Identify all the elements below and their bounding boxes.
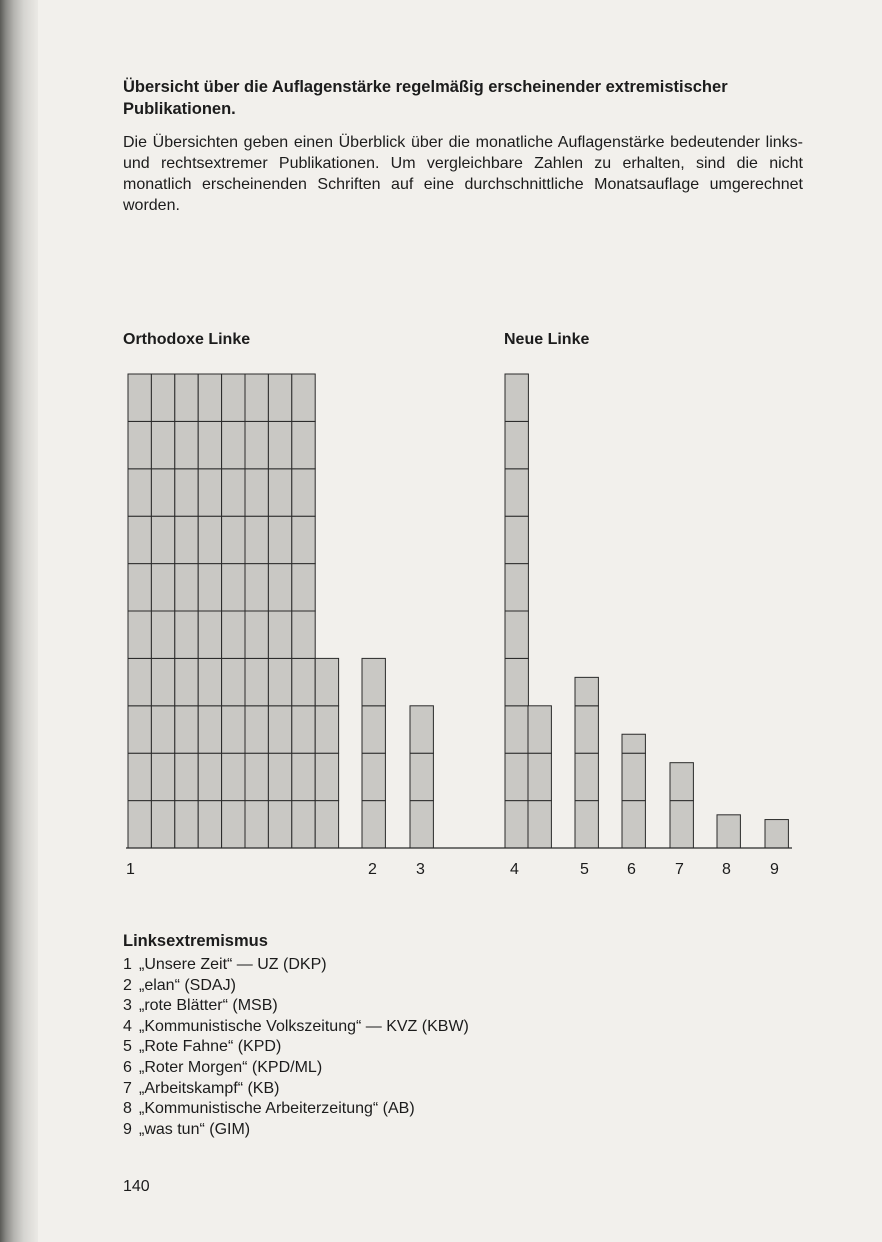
legend-item-number: 9 bbox=[123, 1120, 132, 1138]
category-label-2: 2 bbox=[368, 861, 377, 878]
legend-item-number: 5 bbox=[123, 1038, 132, 1056]
bar-1-square bbox=[268, 421, 291, 468]
category-label-5: 5 bbox=[580, 861, 589, 878]
category-label-1: 1 bbox=[126, 861, 135, 878]
bar-1-square bbox=[198, 611, 221, 658]
bar-1-square bbox=[128, 516, 151, 563]
bar-4-square bbox=[505, 801, 528, 848]
category-label-7: 7 bbox=[675, 861, 684, 878]
bar-1-square bbox=[245, 421, 268, 468]
bar-2-square bbox=[362, 658, 385, 705]
bar-1-square bbox=[292, 753, 315, 800]
bar-1-square bbox=[315, 753, 338, 800]
bar-1-square bbox=[175, 516, 198, 563]
bar-1-square bbox=[198, 516, 221, 563]
bar-3-square bbox=[410, 706, 433, 753]
category-label-8: 8 bbox=[722, 861, 731, 878]
bar-1-square bbox=[292, 706, 315, 753]
bar-3-square bbox=[410, 801, 433, 848]
bar-1-square bbox=[292, 421, 315, 468]
bar-1-square bbox=[175, 611, 198, 658]
bar-1-square bbox=[175, 801, 198, 848]
bar-1-square bbox=[245, 374, 268, 421]
bar-9-square-partial bbox=[765, 820, 788, 848]
page-number: 140 bbox=[123, 1178, 150, 1195]
legend-item-number: 4 bbox=[123, 1017, 132, 1035]
page-heading: Übersicht über die Auflagenstärke regelmäßig erscheinender extremistischer Publikationen. bbox=[123, 78, 728, 118]
bar-6-square-partial bbox=[622, 734, 645, 753]
bar-1-square bbox=[198, 374, 221, 421]
bar-6-square bbox=[622, 753, 645, 800]
bar-1-square bbox=[151, 753, 174, 800]
bar-4-square bbox=[505, 516, 528, 563]
bar-1-square bbox=[128, 611, 151, 658]
bar-4-square bbox=[505, 753, 528, 800]
legend-item-text: „Rote Fahne“ (KPD) bbox=[139, 1038, 282, 1056]
bar-1-square bbox=[198, 706, 221, 753]
bar-1-square bbox=[292, 801, 315, 848]
legend-item-7 bbox=[123, 1079, 469, 1100]
bar-1-square bbox=[292, 611, 315, 658]
legend-item-9 bbox=[123, 1120, 469, 1141]
legend-item-1 bbox=[123, 955, 469, 976]
bar-1-square bbox=[292, 374, 315, 421]
bar-1-square bbox=[245, 469, 268, 516]
bar-1-square bbox=[222, 564, 245, 611]
bar-5-square bbox=[575, 801, 598, 848]
bar-1-square bbox=[268, 564, 291, 611]
bar-1-square bbox=[128, 469, 151, 516]
bar-1-square bbox=[198, 801, 221, 848]
bar-2-square bbox=[362, 801, 385, 848]
intro-paragraph: Die Übersichten geben einen Überblick über die monatliche Auflagenstärke bedeutender links- und rechtsextremer Publikationen. Um vergleichbare Zahlen zu erhalten, sind die nicht monatlich erscheinenden Schriften auf eine durchschnittliche Monatsauflage umgerechnet worden. bbox=[123, 134, 803, 214]
bar-1-square bbox=[128, 374, 151, 421]
bar-1-square bbox=[128, 801, 151, 848]
bar-1-square bbox=[222, 706, 245, 753]
bar-1-square bbox=[245, 801, 268, 848]
category-label-3: 3 bbox=[416, 861, 425, 878]
legend-item-8 bbox=[123, 1099, 469, 1120]
bar-1-square bbox=[128, 421, 151, 468]
bar-2-square bbox=[362, 753, 385, 800]
legend-item-text: „elan“ (SDAJ) bbox=[139, 976, 236, 994]
bar-1-square bbox=[128, 706, 151, 753]
bar-1-square bbox=[222, 469, 245, 516]
bar-4-square bbox=[505, 564, 528, 611]
bar-1-square bbox=[292, 469, 315, 516]
bar-1-square bbox=[222, 611, 245, 658]
legend-item-text: „Arbeitskampf“ (KB) bbox=[139, 1079, 280, 1097]
legend-item-4 bbox=[123, 1017, 469, 1038]
bar-1-square bbox=[245, 516, 268, 563]
bar-6-square bbox=[622, 801, 645, 848]
bar-1-square bbox=[268, 658, 291, 705]
bar-1-square bbox=[245, 753, 268, 800]
bar-8-square-partial bbox=[717, 815, 740, 848]
bar-5-square bbox=[575, 706, 598, 753]
bar-1-square bbox=[268, 516, 291, 563]
bar-4-square bbox=[505, 611, 528, 658]
bar-1-square bbox=[175, 469, 198, 516]
bar-1-square bbox=[175, 706, 198, 753]
bar-1-square bbox=[245, 564, 268, 611]
bar-1-square bbox=[151, 611, 174, 658]
bar-7-square-partial bbox=[670, 763, 693, 801]
bar-1-square bbox=[222, 801, 245, 848]
bar-1-square bbox=[151, 706, 174, 753]
bar-4-square bbox=[528, 801, 551, 848]
bar-5-square-partial bbox=[575, 677, 598, 705]
legend-item-2 bbox=[123, 976, 469, 997]
bar-2-square bbox=[362, 706, 385, 753]
legend-item-number: 1 bbox=[123, 956, 132, 973]
legend-item-text: „Kommunistische Arbeiterzeitung“ (AB) bbox=[139, 1100, 415, 1118]
legend-item-text: „Roter Morgen“ (KPD/ML) bbox=[139, 1058, 323, 1076]
bar-1-square bbox=[128, 564, 151, 611]
bar-1-square bbox=[198, 421, 221, 468]
bar-1-square bbox=[268, 611, 291, 658]
legend-item-text: „Unsere Zeit“ — UZ (DKP) bbox=[139, 956, 327, 973]
bar-1-square bbox=[292, 564, 315, 611]
bar-1-square bbox=[128, 753, 151, 800]
legend-item-number: 8 bbox=[123, 1100, 132, 1118]
bar-4-square bbox=[528, 753, 551, 800]
legend-item-text: „rote Blätter“ (MSB) bbox=[139, 997, 278, 1015]
bar-4-square bbox=[505, 469, 528, 516]
bar-1-square bbox=[175, 753, 198, 800]
bar-4-square bbox=[528, 706, 551, 753]
bar-1-square bbox=[175, 421, 198, 468]
bar-5-square bbox=[575, 753, 598, 800]
bar-1-square bbox=[198, 753, 221, 800]
bar-1-square bbox=[222, 374, 245, 421]
category-label-6: 6 bbox=[627, 861, 636, 878]
legend-item-number: 6 bbox=[123, 1058, 132, 1076]
bar-1-square bbox=[268, 753, 291, 800]
bar-1-square bbox=[292, 516, 315, 563]
bar-3-square bbox=[410, 753, 433, 800]
bar-4-square bbox=[505, 706, 528, 753]
bar-1-square bbox=[198, 469, 221, 516]
legend-item-number: 2 bbox=[123, 976, 132, 994]
legend-title: Linksextremismus bbox=[123, 932, 268, 950]
bar-1-square bbox=[222, 753, 245, 800]
bar-1-square bbox=[245, 611, 268, 658]
bar-4-square bbox=[505, 658, 528, 705]
bar-1-square bbox=[128, 658, 151, 705]
legend-item-text: „was tun“ (GIM) bbox=[139, 1120, 251, 1138]
bar-1-square bbox=[292, 658, 315, 705]
bar-1-square bbox=[245, 658, 268, 705]
bar-4-square bbox=[505, 374, 528, 421]
bar-1-square bbox=[315, 658, 338, 705]
bar-1-square bbox=[151, 658, 174, 705]
bar-1-square bbox=[268, 469, 291, 516]
bar-1-square bbox=[268, 374, 291, 421]
bar-1-square bbox=[151, 516, 174, 563]
bar-1-square bbox=[151, 801, 174, 848]
bar-1-square bbox=[245, 706, 268, 753]
bar-1-square bbox=[198, 658, 221, 705]
legend-item-number: 3 bbox=[123, 997, 132, 1015]
legend-item-5 bbox=[123, 1037, 469, 1058]
legend-item-number: 7 bbox=[123, 1079, 132, 1097]
bar-1-square bbox=[151, 374, 174, 421]
bar-1-square bbox=[222, 658, 245, 705]
legend-item-3 bbox=[123, 996, 469, 1017]
bar-1-square bbox=[175, 564, 198, 611]
legend-list bbox=[123, 955, 469, 1140]
legend-item-text: „Kommunistische Volkszeitung“ — KVZ (KBW) bbox=[139, 1017, 469, 1035]
bar-1-square bbox=[315, 801, 338, 848]
bar-1-square bbox=[175, 658, 198, 705]
bar-1-square bbox=[198, 564, 221, 611]
bar-1-square bbox=[268, 801, 291, 848]
bar-1-square bbox=[222, 421, 245, 468]
bar-1-square bbox=[151, 421, 174, 468]
bar-1-square bbox=[315, 706, 338, 753]
bar-1-square bbox=[175, 374, 198, 421]
bar-1-square bbox=[151, 564, 174, 611]
bar-4-square bbox=[505, 421, 528, 468]
group-label-neue-linke: Neue Linke bbox=[504, 331, 590, 348]
bar-1-square bbox=[151, 469, 174, 516]
group-label-orthodoxe-linke: Orthodoxe Linke bbox=[123, 331, 251, 348]
bar-1-square bbox=[222, 516, 245, 563]
legend-item-6 bbox=[123, 1058, 469, 1079]
category-label-9: 9 bbox=[770, 861, 779, 878]
bar-7-square bbox=[670, 801, 693, 848]
category-label-4: 4 bbox=[510, 861, 519, 878]
bar-1-square bbox=[268, 706, 291, 753]
